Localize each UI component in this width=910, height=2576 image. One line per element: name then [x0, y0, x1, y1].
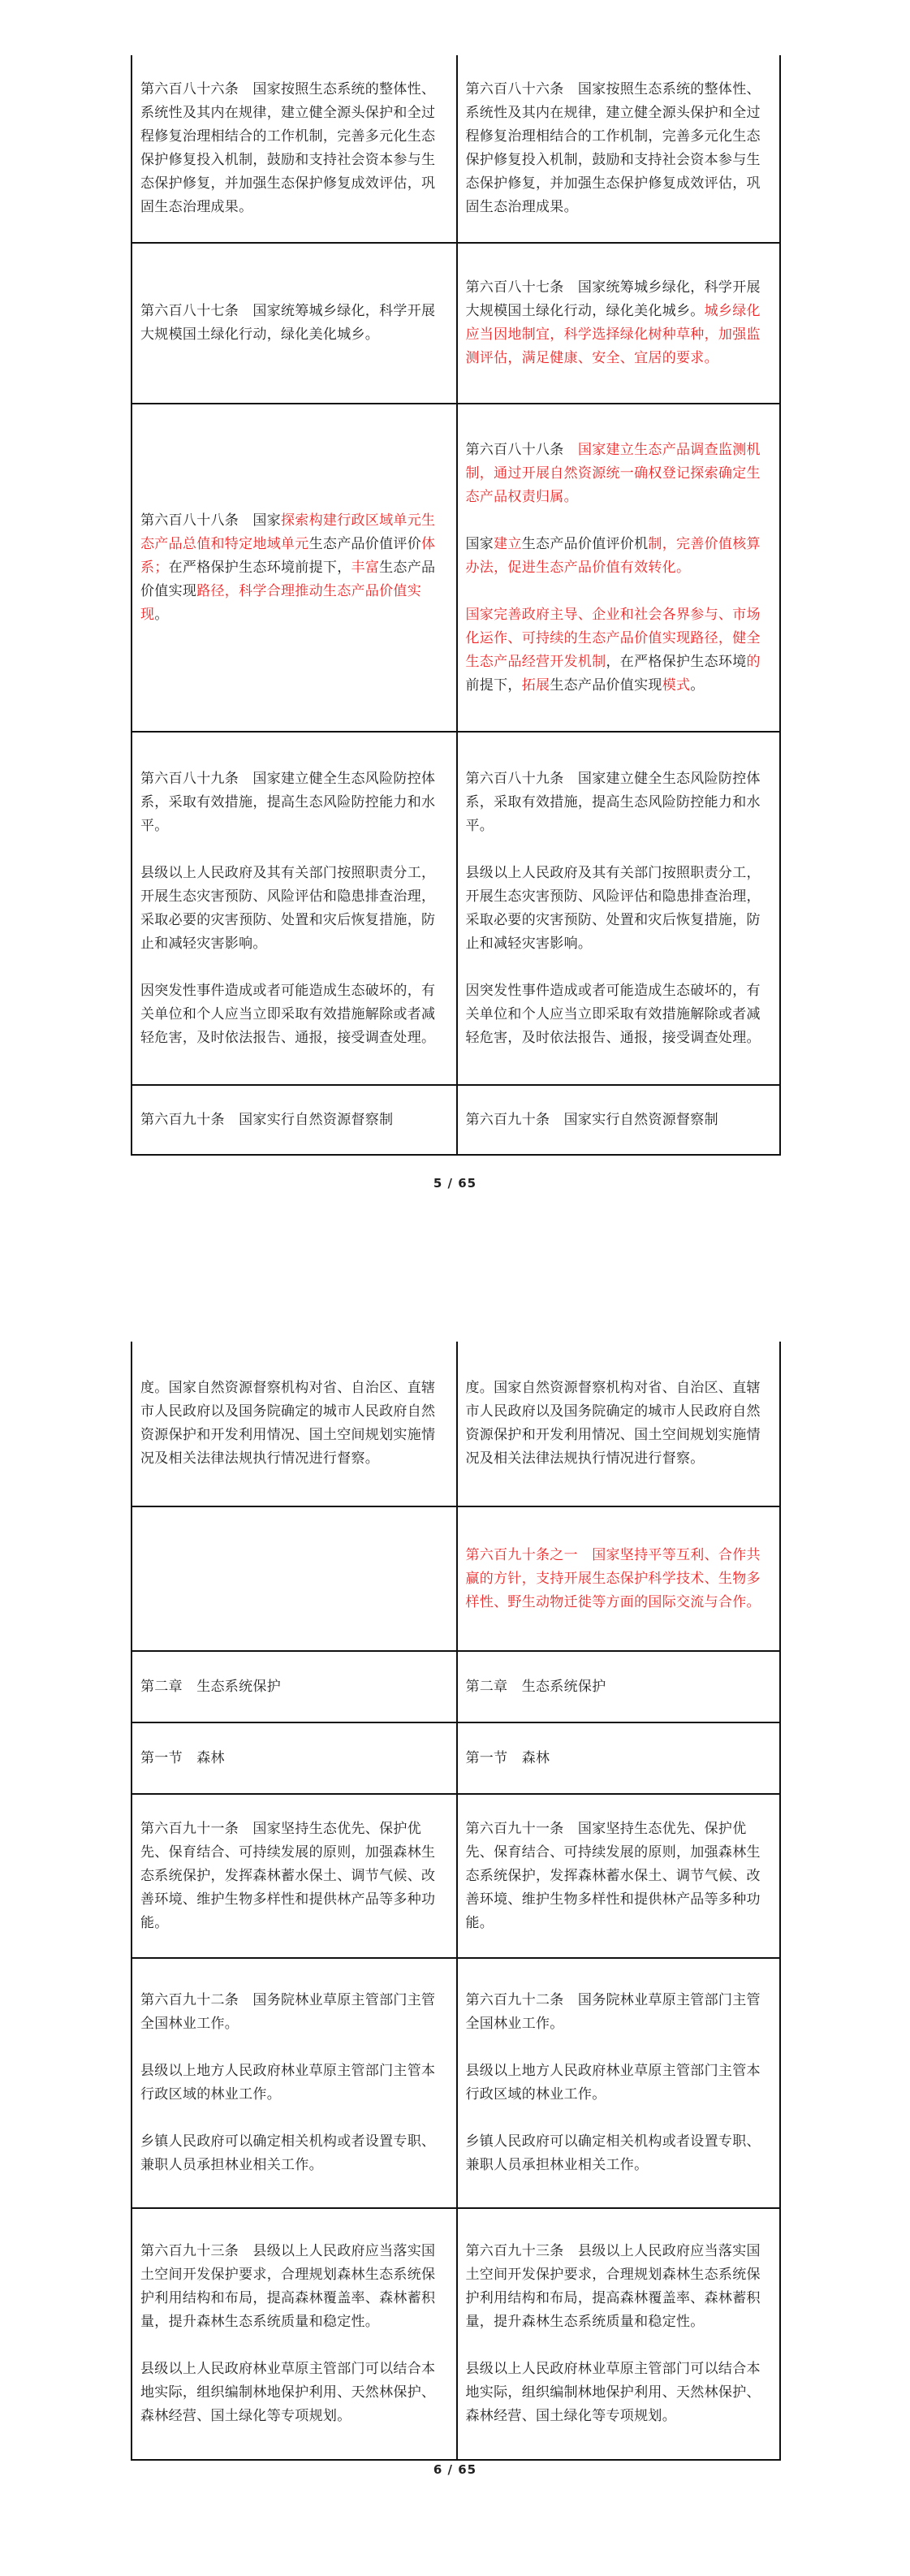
text-run: 度。国家自然资源督察机构对省、自治区、直辖市人民政府以及国务院确定的城市人民政府自然资源保护和开发利用情况、国土空间规划实施情况及相关法律法规执行情况进行督察。: [465, 1380, 761, 1467]
chapter-heading-cell: [456, 1652, 780, 1722]
added-text: 的: [746, 653, 761, 670]
paragraph: [140, 78, 450, 219]
table-row: [132, 244, 779, 404]
comparison-table: [131, 55, 781, 1156]
text-run: 因突发性事件造成或者可能造成生态破坏的，有关单位和个人应当立即采取有效措施解除或者减轻危害，及时依法报告、通报，接受调查处理。: [465, 982, 761, 1046]
table-row: [132, 1086, 779, 1156]
paragraph: [140, 2060, 450, 2107]
paragraph: [466, 1989, 774, 2036]
table-row: [132, 1959, 779, 2209]
page-number: 6 / 65: [433, 2462, 477, 2477]
original-text-cell: [132, 1507, 456, 1650]
text-run: 第二章 生态系统保护: [140, 1678, 281, 1695]
paragraph: [140, 2130, 450, 2177]
original-text-cell: [132, 2209, 456, 2459]
paragraph: [466, 78, 774, 219]
table-row: [132, 1507, 779, 1652]
revised-text-cell: [456, 733, 780, 1084]
paragraph: [140, 1817, 450, 1935]
page-number: 5 / 65: [433, 1176, 477, 1191]
revised-text-cell: [456, 55, 780, 242]
revised-text-cell: [456, 1507, 780, 1650]
added-text: 城乡绿化应当因地制宜，科学选择绿化树种草种，加强监测评估，满足健康、安全、宜居的要求。: [465, 303, 761, 366]
added-text: 丰富: [351, 559, 380, 576]
paragraph: [466, 2358, 774, 2428]
text-run: 乡镇人民政府可以确定相关机构或者设置专职、兼职人员承担林业相关工作。: [140, 2133, 436, 2173]
paragraph: [140, 1989, 450, 2036]
section-heading-cell: [132, 1723, 456, 1793]
original-text-cell: [132, 55, 456, 242]
comparison-table: [131, 1342, 781, 2461]
text-run: 第六百八十七条 国家统筹城乡绿化，科学开展大规模国土绿化行动，绿化美化城乡。: [140, 303, 436, 343]
table-row: [132, 1795, 779, 1959]
text-run: 前提下，: [465, 676, 522, 694]
text-run: 生态产品价值实现: [550, 676, 662, 694]
text-run: 第六百九十条 国家实行自然资源督察制: [465, 1111, 718, 1128]
original-text-cell: [132, 1342, 456, 1506]
text-run: 县级以上人民政府及其有关部门按照职责分工，开展生态灾害预防、风险评估和隐患排查治理，采取必要的灾害预防、处置和灾后恢复措施，防止和减轻灾害影响。: [140, 864, 436, 952]
text-run: 乡镇人民政府可以确定相关机构或者设置专职、兼职人员承担林业相关工作。: [465, 2133, 761, 2173]
table-row: [132, 1723, 779, 1795]
paragraph: [466, 276, 774, 370]
text-run: 第六百九十一条 国家坚持生态优先、保护优先、保育结合、可持续发展的原则，加强森林生态系统保护，发挥森林蓄水保土、调节气候、改善环境、维护生物多样性和提供林产品等多种功能。: [140, 1820, 436, 1931]
paragraph: [140, 300, 450, 347]
text-run: 第六百九十三条 县级以上人民政府应当落实国土空间开发保护要求，合理规划森林生态系统保护利用结构和布局，提高森林覆盖率、森林蓄积量，提升森林生态系统质量和稳定性。: [140, 2243, 436, 2330]
paragraph: [466, 2130, 774, 2177]
paragraph: [466, 1817, 774, 1935]
paragraph: [140, 2240, 450, 2334]
added-text: 制，完善价值核算办法，促进生态产品价值有效转化。: [465, 535, 761, 576]
original-text-cell: [132, 1795, 456, 1957]
text-run: 县级以上人民政府及其有关部门按照职责分工，开展生态灾害预防、风险评估和隐患排查治理，采取必要的灾害预防、处置和灾后恢复措施，防止和减轻灾害影响。: [465, 864, 761, 952]
added-text: 模式: [662, 676, 691, 694]
text-run: 。: [154, 606, 169, 623]
paragraph: [466, 767, 774, 838]
added-text: 探索构建行政区域单元生态产品总值和特定地域单元: [140, 512, 436, 552]
text-run: 因突发性事件造成或者可能造成生态破坏的，有关单位和个人应当立即采取有效措施解除或者减轻危害，及时依法报告、通报，接受调查处理。: [140, 982, 436, 1046]
text-run: 第六百八十八条: [465, 441, 578, 458]
text-run: 生态产品价值评价机: [521, 535, 649, 552]
paragraph: [140, 979, 450, 1050]
original-text-cell: [132, 1086, 456, 1154]
paragraph: [466, 862, 774, 956]
original-text-cell: [132, 733, 456, 1084]
added-text: 国家完善政府主导、企业和社会各界参与、市场化运作、可持续的生态产品价值实现路径，健全生态产品经营开发机制: [465, 606, 761, 670]
text-run: 第六百九十二条 国务院林业草原主管部门主管全国林业工作。: [140, 1992, 436, 2032]
revised-text-cell: [456, 1959, 780, 2207]
added-text: 第六百九十条之一 国家坚持平等互利、合作共赢的方针，支持开展生态保护科学技术、生物多样性、野生动物迁徙等方面的国际交流与合作。: [465, 1546, 761, 1610]
text-run: 国家: [465, 535, 494, 552]
paragraph: [466, 1109, 774, 1132]
page-6: [0, 1288, 910, 2576]
paragraph: [466, 439, 774, 509]
paragraph: [466, 603, 774, 698]
section-heading-cell: [456, 1723, 780, 1793]
text-run: 第六百九十一条 国家坚持生态优先、保护优先、保育结合、可持续发展的原则，加强森林生态系统保护，发挥森林蓄水保土、调节气候、改善环境、维护生物多样性和提供林产品等多种功能。: [465, 1820, 761, 1931]
text-run: 第六百九十三条 县级以上人民政府应当落实国土空间开发保护要求，合理规划森林生态系统保护利用结构和布局，提高森林覆盖率、森林蓄积量，提升森林生态系统质量和稳定性。: [465, 2243, 761, 2330]
table-row: [132, 1342, 779, 1507]
paragraph: [140, 767, 450, 838]
paragraph: [466, 1747, 774, 1770]
added-text: 体系；: [140, 535, 436, 576]
text-run: 县级以上人民政府林业草原主管部门可以结合本地实际，组织编制林地保护利用、天然林保护、森林经营、国土绿化等专项规划。: [465, 2361, 761, 2424]
table-row: [132, 733, 779, 1086]
added-text: 建立: [494, 535, 522, 552]
text-run: 第六百九十二条 国务院林业草原主管部门主管全国林业工作。: [465, 1992, 761, 2032]
text-run: 县级以上人民政府林业草原主管部门可以结合本地实际，组织编制林地保护利用、天然林保护、森林经营、国土绿化等专项规划。: [140, 2361, 436, 2424]
paragraph: [466, 979, 774, 1050]
revised-text-cell: [456, 1342, 780, 1506]
text-run: 第六百八十六条 国家按照生态系统的整体性、系统性及其内在规律，建立健全源头保护和全过程修复治理相结合的工作机制，完善多元化生态保护修复投入机制，鼓励和支持社会资本参与生态保护修复，并加强生态保护修复成效评估，巩固生态治理成果。: [465, 81, 761, 215]
text-run: 生态产品价值实现: [140, 559, 436, 599]
text-run: 县级以上地方人民政府林业草原主管部门主管本行政区域的林业工作。: [465, 2063, 761, 2103]
original-text-cell: [132, 244, 456, 403]
paragraph: [466, 2060, 774, 2107]
text-run: 第一节 森林: [465, 1749, 550, 1766]
text-run: ，在严格保护生态环境: [606, 653, 747, 670]
paragraph: [140, 509, 450, 627]
text-run: 生态产品价值评价: [308, 535, 422, 552]
revised-text-cell: [456, 1086, 780, 1154]
text-run: 在严格保护生态环境前提下，: [168, 559, 351, 576]
paragraph: [140, 1747, 450, 1770]
text-run: 第一节 森林: [140, 1749, 225, 1766]
text-run: 第二章 生态系统保护: [465, 1678, 606, 1695]
table-row: [132, 2209, 779, 2461]
original-text-cell: [132, 1959, 456, 2207]
text-run: 第六百八十六条 国家按照生态系统的整体性、系统性及其内在规律，建立健全源头保护和全过程修复治理相结合的工作机制，完善多元化生态保护修复投入机制，鼓励和支持社会资本参与生态保护修复，并加强生态保护修复成效评估，巩固生态治理成果。: [140, 81, 436, 215]
text-run: 度。国家自然资源督察机构对省、自治区、直辖市人民政府以及国务院确定的城市人民政府自然资源保护和开发利用情况、国土空间规划实施情况及相关法律法规执行情况进行督察。: [140, 1380, 436, 1467]
paragraph: [466, 533, 774, 580]
revised-text-cell: [456, 1795, 780, 1957]
table-row: [132, 55, 779, 244]
paragraph: [466, 1544, 774, 1614]
paragraph: [466, 1377, 774, 1471]
paragraph: [140, 1109, 450, 1132]
paragraph: [140, 2358, 450, 2428]
revised-text-cell: [456, 244, 780, 403]
added-text: 拓展: [521, 676, 550, 694]
text-run: 第六百八十八条 国家: [140, 512, 281, 529]
text-run: 第六百八十九条 国家建立健全生态风险防控体系，采取有效措施，提高生态风险防控能力和水平。: [140, 770, 436, 834]
table-row: [132, 1652, 779, 1723]
paragraph: [466, 2240, 774, 2334]
text-run: 第六百八十九条 国家建立健全生态风险防控体系，采取有效措施，提高生态风险防控能力和水平。: [465, 770, 761, 834]
text-run: 县级以上地方人民政府林业草原主管部门主管本行政区域的林业工作。: [140, 2063, 436, 2103]
text-run: 第六百九十条 国家实行自然资源督察制: [140, 1111, 394, 1128]
paragraph: [140, 1377, 450, 1471]
text-run: 第六百八十七条 国家统筹城乡绿化，科学开展大规模国土绿化行动，绿化美化城乡。: [465, 279, 761, 319]
revised-text-cell: [456, 404, 780, 731]
table-row: [132, 404, 779, 733]
paragraph: [466, 1675, 774, 1699]
paragraph: [140, 1675, 450, 1699]
chapter-heading-cell: [132, 1652, 456, 1722]
added-text: 国家建立生态产品调查监测机制，通过开展自然资源统一确权登记探索确定生态产品权责归属。: [465, 441, 761, 505]
paragraph: [140, 862, 450, 956]
revised-text-cell: [456, 2209, 780, 2459]
added-text: 路径，科学合理推动生态产品价值实现: [140, 582, 422, 623]
text-run: 。: [690, 676, 705, 694]
original-text-cell: [132, 404, 456, 731]
